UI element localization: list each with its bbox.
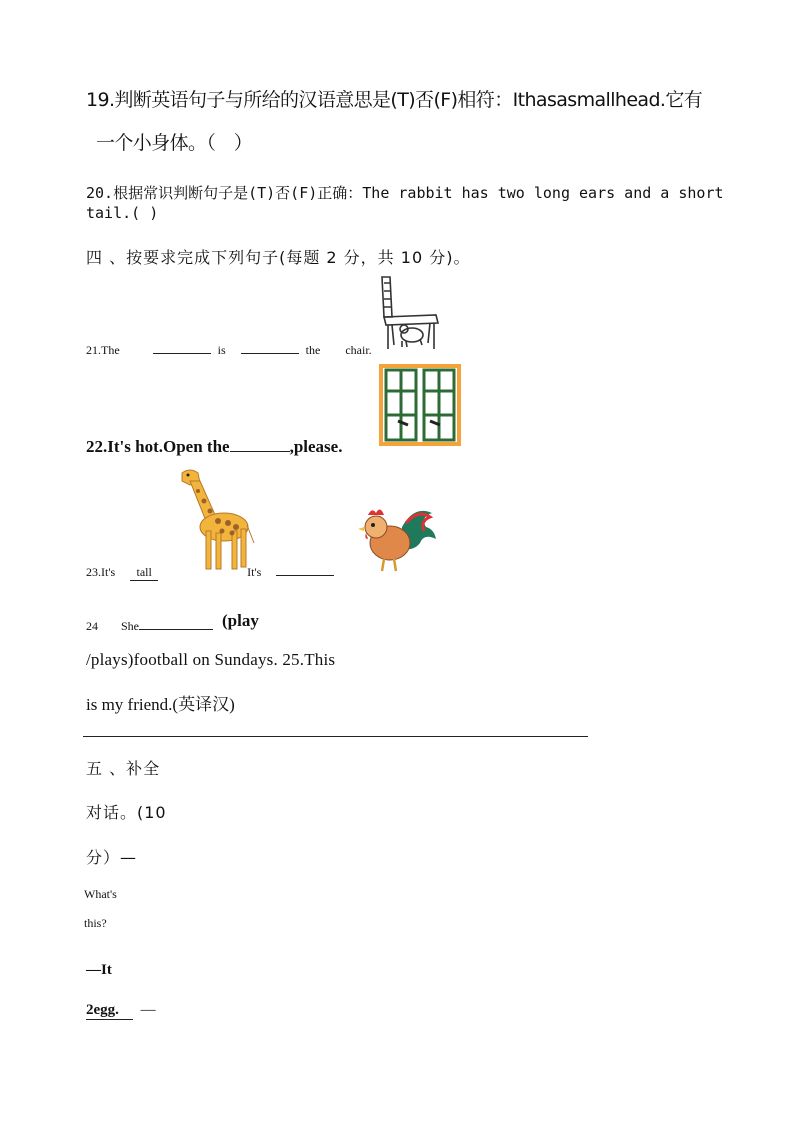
q24-num: 24	[86, 619, 98, 633]
chair-dog-image	[376, 273, 442, 351]
q20-line1: 20.根据常识判断句子是(T)否(F)正确：The rabbit has two long ears and a short	[86, 184, 724, 202]
q21-word-chair: chair.	[345, 343, 372, 357]
rooster-image	[354, 503, 438, 575]
q24-play: (play	[222, 611, 259, 630]
q21-line	[86, 339, 372, 358]
q24-line1-left	[86, 615, 213, 634]
dialog-line4	[86, 1002, 156, 1020]
dialog-egg-answer[interactable]: 2egg.	[86, 1002, 133, 1020]
section4-title: 四 、按要求完成下列句子(每题 2 分，共 10 分)。	[86, 248, 471, 267]
q23-word-its: It's	[247, 565, 262, 579]
q19-line1: 19.判断英语句子与所给的汉语意思是(T)否(F)相符：Ithasasmallhead.它有	[86, 89, 703, 111]
dialog-line1: What's	[84, 887, 117, 901]
q22-blank[interactable]	[230, 436, 290, 452]
q21-blank-1[interactable]	[153, 339, 211, 354]
q23-line	[86, 561, 334, 581]
q24-line3: is my friend.(英译汉)	[86, 695, 235, 714]
q24-line2: /plays)football on Sundays. 25.This	[86, 650, 336, 669]
q22-text-a: 22.It's hot.Open the	[86, 437, 230, 456]
q20-line2: tail.( )	[86, 204, 159, 222]
q19-line2: 一个小身体。（ ）	[96, 132, 253, 154]
q22-line	[86, 436, 342, 457]
section5-line3: 分）—	[86, 848, 138, 867]
q23-blank[interactable]	[276, 561, 334, 576]
dialog-line2: this?	[84, 916, 107, 930]
section5-line1: 五 、补全	[86, 759, 161, 778]
section5-line2: 对话。(10	[86, 803, 167, 822]
q24-blank[interactable]	[139, 615, 213, 630]
answer-line[interactable]	[83, 736, 588, 737]
dialog-dash: —	[140, 1002, 156, 1018]
q21-num: 21.The	[86, 343, 120, 357]
q21-word-the: the	[305, 343, 321, 357]
giraffe-image	[172, 465, 256, 573]
q23-num: 23.It's	[86, 565, 116, 579]
q21-blank-2[interactable]	[241, 339, 299, 354]
q23-answer[interactable]: tall	[130, 565, 158, 581]
window-image	[378, 363, 462, 447]
dialog-line3: —It	[86, 962, 112, 978]
q22-text-b: ,please.	[289, 437, 343, 456]
q24-word-she: She	[121, 619, 139, 633]
q21-word-is: is	[217, 343, 226, 357]
